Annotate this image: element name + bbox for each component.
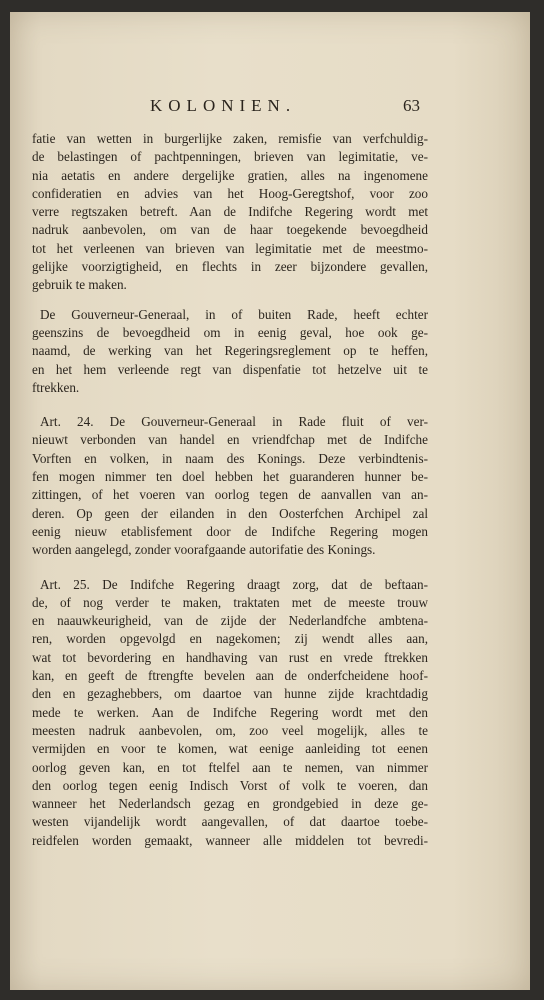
text-line: worden aangelegd, zonder voorafgaande autorifatie des Konings.	[32, 542, 376, 558]
text-line: westen vijandelijk wordt aangevallen, of dat daartoe toebe-	[32, 814, 428, 830]
text-line: fen mogen nimmer ten doel hebben het guaranderen hunner be-	[32, 469, 428, 485]
text-line: nia aetatis en andere dergelijke gratien, alles na ingenomene	[32, 167, 428, 183]
text-line: geenszins de bevoegdheid om in eenig geval, hoe ook ge-	[32, 324, 428, 340]
text-line: naamd, de werking van het Regeringsreglement op te heffen,	[32, 343, 428, 359]
text-line: mede te werken. Aan de Indifche Regering wordt met den	[32, 704, 428, 720]
text-line: tot het verleenen van brieven van legimitatie met de meestmo-	[32, 240, 428, 256]
text-line: deren. Op geen der eilanden in den Oosterfchen Archipel zal	[32, 505, 428, 521]
text-line: en naauwkeurigheid, van de zijde der Nederlandfche ambtena-	[32, 613, 428, 629]
running-title: KOLONIEN.	[150, 96, 297, 115]
paragraph-gap	[32, 295, 428, 306]
text-line: nieuwt verbonden van handel en vriendfchap met de Indifche	[32, 432, 428, 448]
text-line: eenig nieuw etablisfement door de Indifche Regering mogen	[32, 523, 428, 539]
page-number: 63	[403, 96, 420, 115]
text-line: reidfelen worden gemaakt, wanneer alle middelen tot bevredi-	[32, 832, 428, 848]
text-line: wanneer het Nederlandsch gezag en grondgebied in deze ge-	[32, 796, 428, 812]
text-line: de belastingen of pachtpenningen, brieven van legimitatie, ve-	[32, 149, 428, 165]
text-line: nadruk aanbevolen, om van de haar toegekende bevoegdheid	[32, 222, 428, 238]
text-line: Art. 25. De Indifche Regering draagt zorg, dat de beftaan-	[40, 576, 428, 592]
text-line: fatie van wetten in burgerlijke zaken, remisfie van verfchuldig-	[32, 131, 428, 146]
text-line: oorlog geven kan, en tot ftelfel aan te nemen, van nimmer	[32, 759, 428, 775]
text-line: gelijke voorzigtigheid, en flechts in zeer bijzondere gevallen,	[32, 259, 428, 275]
text-line: Vorften en volken, in naam des Konings. Deze verbindtenis-	[32, 450, 428, 466]
book-page	[10, 12, 530, 990]
text-line: en het hem verleende regt van dispenfatie tot hetzelve uit te	[32, 361, 428, 377]
text-line: zittingen, of het voeren van oorlog tegen de aanvallen van an-	[32, 487, 428, 503]
text-line: de, of nog verder te maken, traktaten met de meeste trouw	[32, 594, 428, 610]
text-line: wat tot bevordering en handhaving van rust en vrede ftrekken	[32, 649, 428, 665]
text-line: kan, en geeft de ftrengfte bevelen aan de onderfcheidene hoof-	[32, 668, 428, 684]
page-header	[10, 96, 530, 120]
text-line: gebruik te maken.	[32, 277, 127, 293]
paragraph-gap	[32, 560, 428, 576]
text-line: den en gezaghebbers, om daartoe van hunne zijde krachtdadig	[32, 686, 428, 702]
article-24	[32, 413, 428, 559]
text-line: den oorlog tegen eenig Indisch Vorst of volk te voeren, dan	[32, 777, 428, 793]
text-line: ren, worden opgevolgd en nagekomen; zij wendt alles aan,	[32, 631, 428, 647]
text-line: confideratien en advies van het Hoog-Geregtshof, voor zoo	[32, 185, 428, 201]
paragraph-gap	[32, 397, 428, 413]
text-line: meesten nadruk aanbevolen, om, zoo veel mogelijk, alles te	[32, 722, 428, 738]
text-line: De Gouverneur-Generaal, in of buiten Rade, heeft echter	[40, 306, 428, 322]
paragraph-2	[32, 306, 428, 397]
text-line: Art. 24. De Gouverneur-Generaal in Rade fluit of ver-	[40, 414, 428, 430]
text-line: verre regtszaken betreft. Aan de Indifche Regering wordt met	[32, 204, 428, 220]
text-line: ftrekken.	[32, 379, 80, 395]
article-25	[32, 576, 428, 850]
text-line: vermijden en voor te komen, wat eenige aanleiding tot eenen	[32, 741, 428, 757]
paragraph-1	[32, 130, 428, 295]
body-text	[32, 130, 428, 850]
